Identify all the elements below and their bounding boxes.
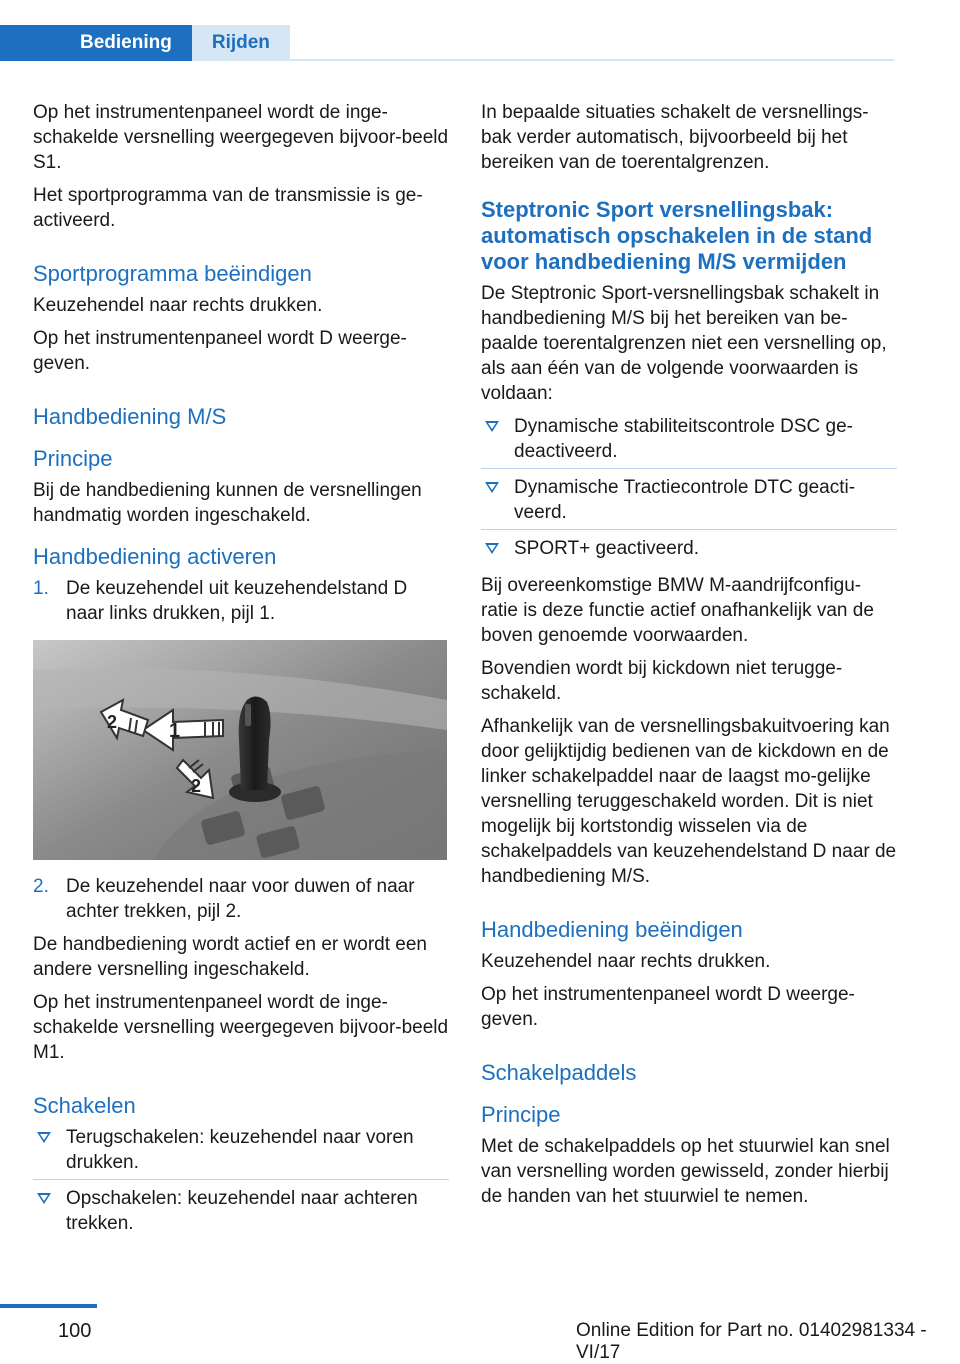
- list-item-text: Dynamische stabiliteitscontrole DSC ge-deactiveerd.: [514, 416, 853, 462]
- step-1: [33, 576, 449, 626]
- list-item: [481, 536, 897, 565]
- arrow-label-1: 1: [169, 720, 181, 742]
- step-text: De keuzehendel uit keuzehendelstand D naar links drukken, pijl 1.: [66, 578, 408, 624]
- tab-bediening[interactable]: Bediening: [0, 25, 192, 61]
- paragraph: Met de schakelpaddels op het stuurwiel kan snel van versnelling worden gewisseld, zonder hierbij de handen van het stuurwiel te nemen.: [481, 1136, 890, 1207]
- paragraph: De handbediening wordt actief en er wordt een andere versnelling ingeschakeld.: [33, 934, 427, 980]
- list-item: [33, 1186, 449, 1240]
- paragraph: Bij de handbediening kunnen de versnellingen handmatig worden ingeschakeld.: [33, 480, 422, 526]
- paragraph: Keuzehendel naar rechts drukken.: [33, 295, 323, 316]
- gear-selector-illustration: [33, 640, 447, 860]
- paragraph: Op het instrumentenpaneel wordt de inge-schakelde versnelling weergegeven bijvoor-beeld M1.: [33, 992, 449, 1063]
- list-item: [481, 475, 897, 530]
- heading-activate: Handbediening activeren: [33, 544, 277, 569]
- triangle-bullet-icon: [485, 543, 499, 554]
- gear-selector-figure: [33, 640, 447, 860]
- heading-paddles: Schakelpaddels: [481, 1060, 637, 1085]
- paragraph: Op het instrumentenpaneel wordt D weerge-geven.: [481, 984, 855, 1030]
- steps-list-continued: [33, 874, 449, 924]
- list-item-text: Opschakelen: keuzehendel naar achteren trekken.: [66, 1188, 418, 1234]
- step-number: 1.: [33, 578, 49, 599]
- paragraph: Bij overeenkomstige BMW M-aandrijfconfigu-ratie is deze functie actief onafhankelijk van de boven genoemde voorwaarden.: [481, 575, 874, 646]
- heading-principe: Principe: [33, 446, 113, 471]
- arrow-label-2-top: 2: [107, 712, 118, 732]
- heading-manual-end: Handbediening beëindigen: [481, 917, 743, 942]
- list-item: [33, 1125, 449, 1180]
- step-2: [33, 874, 449, 924]
- header-divider: [224, 59, 894, 61]
- triangle-bullet-icon: [485, 482, 499, 493]
- arrow-label-2-bottom: 2: [191, 776, 202, 796]
- paragraph: Het sportprogramma van de transmissie is ge-activeerd.: [33, 185, 423, 231]
- heading-manual: Handbediening M/S: [33, 404, 227, 429]
- triangle-bullet-icon: [37, 1132, 51, 1143]
- conditions-list: [481, 414, 897, 565]
- tab-rijden[interactable]: Rijden: [192, 25, 290, 61]
- header-tabs: [0, 25, 290, 61]
- heading-switch: Schakelen: [33, 1093, 136, 1118]
- list-item: [481, 414, 897, 469]
- triangle-bullet-icon: [485, 421, 499, 432]
- paragraph: Keuzehendel naar rechts drukken.: [481, 951, 771, 972]
- right-column: [481, 100, 897, 1217]
- paragraph: Afhankelijk van de versnellingsbakuitvoering kan door gelijktijdig bedienen van de kickdown en de linker schakelpaddel naar de laagst mo-gelijke versnelling teruggeschakeld worden. Dit is niet mogelijk bij kortstondig wisselen via de schakelpaddels van keuzehendelstand D naar de handbediening M/S.: [481, 716, 897, 887]
- paragraph: Bovendien wordt bij kickdown niet terugge-schakeld.: [481, 658, 843, 704]
- paragraph: De Steptronic Sport-versnellingsbak schakelt in handbediening M/S bij het bereiken van be-paalde toerentalgrenzen niet een versnelling op, als aan één van de volgende voorwaarden is voldaan:: [481, 283, 887, 404]
- step-text: De keuzehendel naar voor duwen of naar achter trekken, pijl 2.: [66, 876, 415, 922]
- heading-steptronic: Steptronic Sport versnellingsbak: automatisch opschakelen in de stand voor handbediening M/S vermijden: [481, 197, 873, 274]
- heading-principe: Principe: [481, 1102, 561, 1127]
- list-item-text: Dynamische Tractiecontrole DTC geacti-veerd.: [514, 477, 856, 523]
- triangle-bullet-icon: [37, 1193, 51, 1204]
- step-number: 2.: [33, 876, 49, 897]
- paragraph: In bepaalde situaties schakelt de versnellings-bak verder automatisch, bijvoorbeeld bij het bereiken van de toerentalgrenzen.: [481, 102, 869, 173]
- switch-list: [33, 1125, 449, 1240]
- edition-text: Online Edition for Part no. 01402981334 - VI/17: [576, 1320, 927, 1363]
- left-column: [33, 100, 449, 1248]
- page-number: 100: [58, 1320, 92, 1342]
- steps-list: [33, 576, 449, 626]
- footer-accent-bar: [0, 1304, 97, 1308]
- paragraph: Op het instrumentenpaneel wordt de inge-schakelde versnelling weergegeven bijvoor-beeld S1.: [33, 102, 449, 173]
- paragraph: Op het instrumentenpaneel wordt D weerge-geven.: [33, 328, 407, 374]
- heading-sport-end: Sportprogramma beëindigen: [33, 261, 312, 286]
- list-item-text: SPORT+ geactiveerd.: [514, 538, 699, 559]
- list-item-text: Terugschakelen: keuzehendel naar voren drukken.: [66, 1127, 414, 1173]
